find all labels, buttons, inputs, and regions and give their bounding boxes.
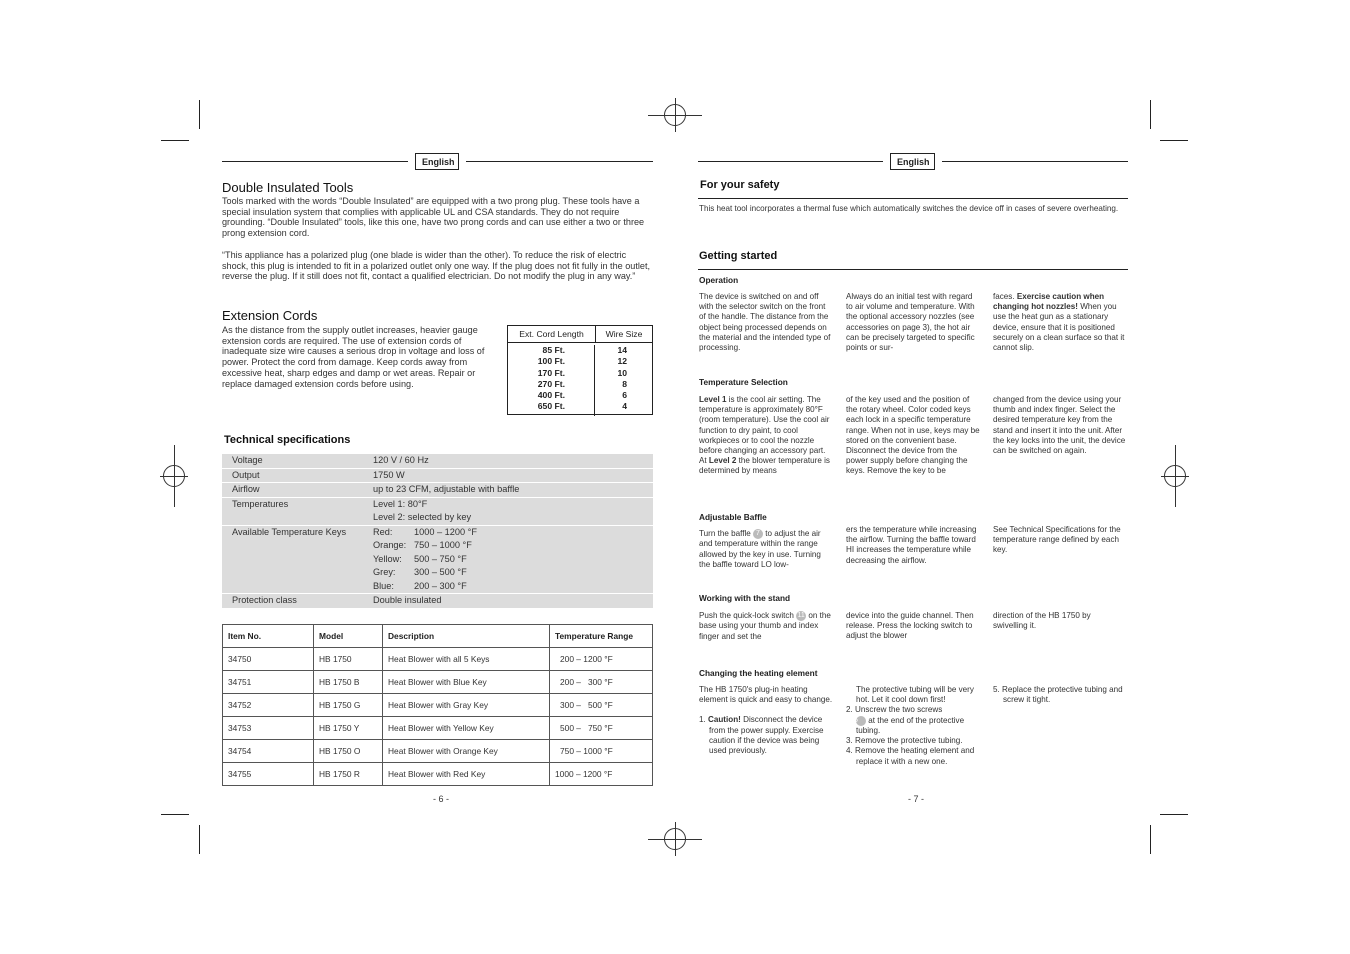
spec-row-output [222,469,653,483]
table-cell: 34754 [223,740,314,763]
heating-title: Changing the heating element [699,668,818,678]
key-color: Blue: [373,580,394,591]
section-rule [698,198,1128,199]
crop-mark [1150,825,1151,854]
section-rule [698,269,1128,270]
baffle-title: Adjustable Baffle [699,512,767,522]
spec-value: Double insulated [373,595,442,605]
tech-specs-title: Technical specifications [224,434,351,446]
spec-value: 1750 W [373,469,405,480]
cord-length: 650 Ft. [537,401,565,412]
table-cell: 500 – 750 °F [550,717,653,740]
language-tab: English [890,153,935,170]
table-header: Model [314,625,383,648]
operation-col1: The device is switched on and off with the selector switch on the front of the handle. The distance from the object being processed depends on the material and the intended type of processing. [699,292,831,353]
table-row [223,671,653,694]
table-cell: 1000 – 1200 °F [550,763,653,786]
table-cell: 300 – 500 °F [550,694,653,717]
tech-specs-table [222,454,653,608]
page-number: - 6 - [433,794,450,804]
header-rule [698,161,883,162]
wire-size: 12 [617,356,627,367]
table-cell: HB 1750 R [314,763,383,786]
table-header: Wire Size [605,329,643,339]
section-title-double-insulated: Double Insulated Tools [222,180,354,195]
key-range: 200 – 300 °F [414,580,467,591]
table-header: Item No. [223,625,314,648]
section-title-extension-cords: Extension Cords [222,308,318,323]
polarized-plug-paragraph: “This appliance has a polarized plug (one blade is wider than the other). To reduce the risk of electric shock, this plug is intended to fit in a polarized outlet only one way. If the plug does not fit fully in the outlet, reverse the plug. If it still does not fit, contact a qualified electrician. Do not modify the plug in any way.” [222,250,651,282]
wire-size: 14 [617,345,627,355]
table-cell: 34752 [223,694,314,717]
temperature-col3: changed from the device using your thumb and index finger. Select the desired temperature key from the stand and insert it into the unit. After the key locks into the unit, the device can be switched on again. [993,395,1126,456]
key-range: 1000 – 1200 °F [414,526,477,537]
table-cell: HB 1750 O [314,740,383,763]
table-header-row [223,625,653,648]
table-cell: 200 – 1200 °F [550,648,653,671]
key-range: 500 – 750 °F [414,553,467,564]
cord-length: 100 Ft. [537,356,565,367]
crop-mark [161,140,189,141]
stand-col3: direction of the HB 1750 by swivelling it. [993,611,1091,631]
wire-size: 10 [617,367,627,378]
language-tab: English [415,153,459,170]
safety-title: For your safety [700,179,780,191]
wire-size: 6 [622,390,627,401]
crop-mark [199,100,200,129]
header-rule [466,161,653,162]
table-cell: Heat Blower with Orange Key [383,740,550,763]
table-row [223,648,653,671]
operation-title: Operation [699,275,739,285]
stand-title: Working with the stand [699,593,791,603]
spec-value: Level 1: 80°F [373,498,428,509]
stand-col1: Push the quick-lock switch 11 on the base using your thumb and index finger and set the [699,611,831,641]
wire-size: 4 [622,401,627,412]
table-cell: HB 1750 [314,648,383,671]
baffle-col3: See Technical Specifications for the temperature range defined by each key. [993,525,1121,555]
operation-col3: faces. Exercise caution when changing hot nozzles! When you use the heat gun as a stationary device, ensure that it is positioned securely on a clean surface so that it cannot slip. [993,292,1125,353]
cord-length: 85 Ft. [542,345,565,355]
spec-label: Output [232,469,260,480]
key-color: Orange: [373,540,407,550]
spec-label: Airflow [232,484,260,494]
spec-value: Level 2: selected by key [373,512,472,522]
temperature-col2: of the key used and the position of the rotary wheel. Color coded keys each lock in a specific temperature range. When not in use, keys may be stored on the convenient base. Disconnect the device from the power supply before changing the keys. Remove the key to be [846,395,980,476]
stand-col2: device into the guide channel. Then release. Press the locking switch to adjust the blower [846,611,974,641]
table-cell: Heat Blower with Gray Key [383,694,550,717]
wire-size: 8 [622,378,627,389]
spec-value: up to 23 CFM, adjustable with baffle [373,484,520,494]
key-range: 300 – 500 °F [414,567,467,577]
operation-col2: Always do an initial test with regard to air volume and temperature. With the optional accessory nozzles (see accessories on page 3), the hot air can be precisely targeted to specific points or sur- [846,292,975,353]
baffle-col2: ers the temperature while increasing the airflow. Turning the baffle toward HI increases the temperature while decreasing the airflow. [846,525,977,565]
spec-label: Voltage [232,455,263,465]
table-cell: 34755 [223,763,314,786]
callout-number-icon: 7 [753,529,763,539]
table-header: Temperature Range [550,625,653,648]
callout-number-icon: 5 [856,716,866,726]
spec-row-temperatures [222,498,653,525]
spec-label: Temperatures [232,498,289,509]
table-row [223,694,653,717]
crop-mark [1160,814,1188,815]
table-cell: 200 – 300 °F [550,671,653,694]
heating-col3: 5. Replace the protective tubing and screw it tight. [993,685,1123,705]
spec-label: Available Temperature Keys [232,526,347,537]
key-range: 750 – 1000 °F [414,540,472,550]
spec-row-voltage [222,454,653,468]
cord-length: 170 Ft. [537,367,565,378]
table-cell: 750 – 1000 °F [550,740,653,763]
crop-mark [1150,100,1151,129]
table-header: Description [383,625,550,648]
heating-col2: The protective tubing will be very hot. Let it cool down first! 2. Unscrew the two screws 5 at the end of the protective tubing. 3. Remove the protective tubing. 4. Remove the heating element and replace it with a new one. [846,685,975,766]
extension-cord-table [507,325,653,415]
table-cell: 34753 [223,717,314,740]
table-row [223,763,653,786]
getting-started-title: Getting started [699,250,778,262]
table-row [223,740,653,763]
callout-number-icon: 11 [797,612,805,619]
spec-row-keys [222,526,653,594]
table-cell: HB 1750 G [314,694,383,717]
heating-col1: The HB 1750's plug-in heating element is quick and easy to change. 1. Caution! Disconnect the device from the power supply. Exercise caution if the device was being used previously. [699,685,833,756]
spec-row-protection [222,594,653,608]
table-cell: 34751 [223,671,314,694]
spec-value: 120 V / 60 Hz [373,455,429,465]
header-rule [942,161,1128,162]
safety-text: This heat tool incorporates a thermal fuse which automatically switches the device off in cases of severe overheating. [699,204,1119,213]
table-cell: Heat Blower with Blue Key [383,671,550,694]
temperature-col1: Level 1 is the cool air setting. The temperature is approximately 80°F (room temperature). Use the cool air function to dry paint, to cool workpieces or to cool the nozzle before changing an accessory part. At Level 2 the blower temperature is determined by means [699,395,830,476]
baffle-col1: Turn the baffle 7 to adjust the air and temperature within the range allowed by the key in use. Turning the baffle toward LO low- [699,529,821,569]
extension-cords-paragraph: As the distance from the supply outlet increases, heavier gauge extension cords are required. The use of extension cords of inadequate size wire causes a serious drop in voltage and loss of power. Protect the cord from damage. Keep cords away from excessive heat, sharp edges and damp or wet areas. Repair or replace damaged extension cords before using. [222,325,485,389]
table-cell: Heat Blower with Yellow Key [383,717,550,740]
table-cell: Heat Blower with Red Key [383,763,550,786]
temperature-title: Temperature Selection [699,377,788,387]
spec-label: Protection class [232,595,297,605]
table-header: Ext. Cord Length [508,326,596,342]
key-color: Yellow: [373,553,402,564]
page-number: - 7 - [908,794,925,804]
key-color: Red: [373,526,393,537]
table-row [223,717,653,740]
table-cell: HB 1750 Y [314,717,383,740]
cord-length: 400 Ft. [537,390,565,401]
header-rule [222,161,408,162]
double-insulated-paragraph: Tools marked with the words “Double Insulated” are equipped with a two prong plug. These tools have a special insulation system that complies with applicable UL and CSA standards. They do not require grounding. “Double Insulated” tools, like this one, have two prong cords and can use either a two or three prong extension cord. [222,196,645,239]
table-cell: Heat Blower with all 5 Keys [383,648,550,671]
crop-mark [161,814,189,815]
spec-row-airflow [222,483,653,497]
table-cell: HB 1750 B [314,671,383,694]
crop-mark [199,825,200,854]
table-cell: 34750 [223,648,314,671]
cord-length: 270 Ft. [537,378,565,389]
key-color: Grey: [373,567,396,577]
crop-mark [1160,140,1188,141]
items-table [222,624,653,786]
